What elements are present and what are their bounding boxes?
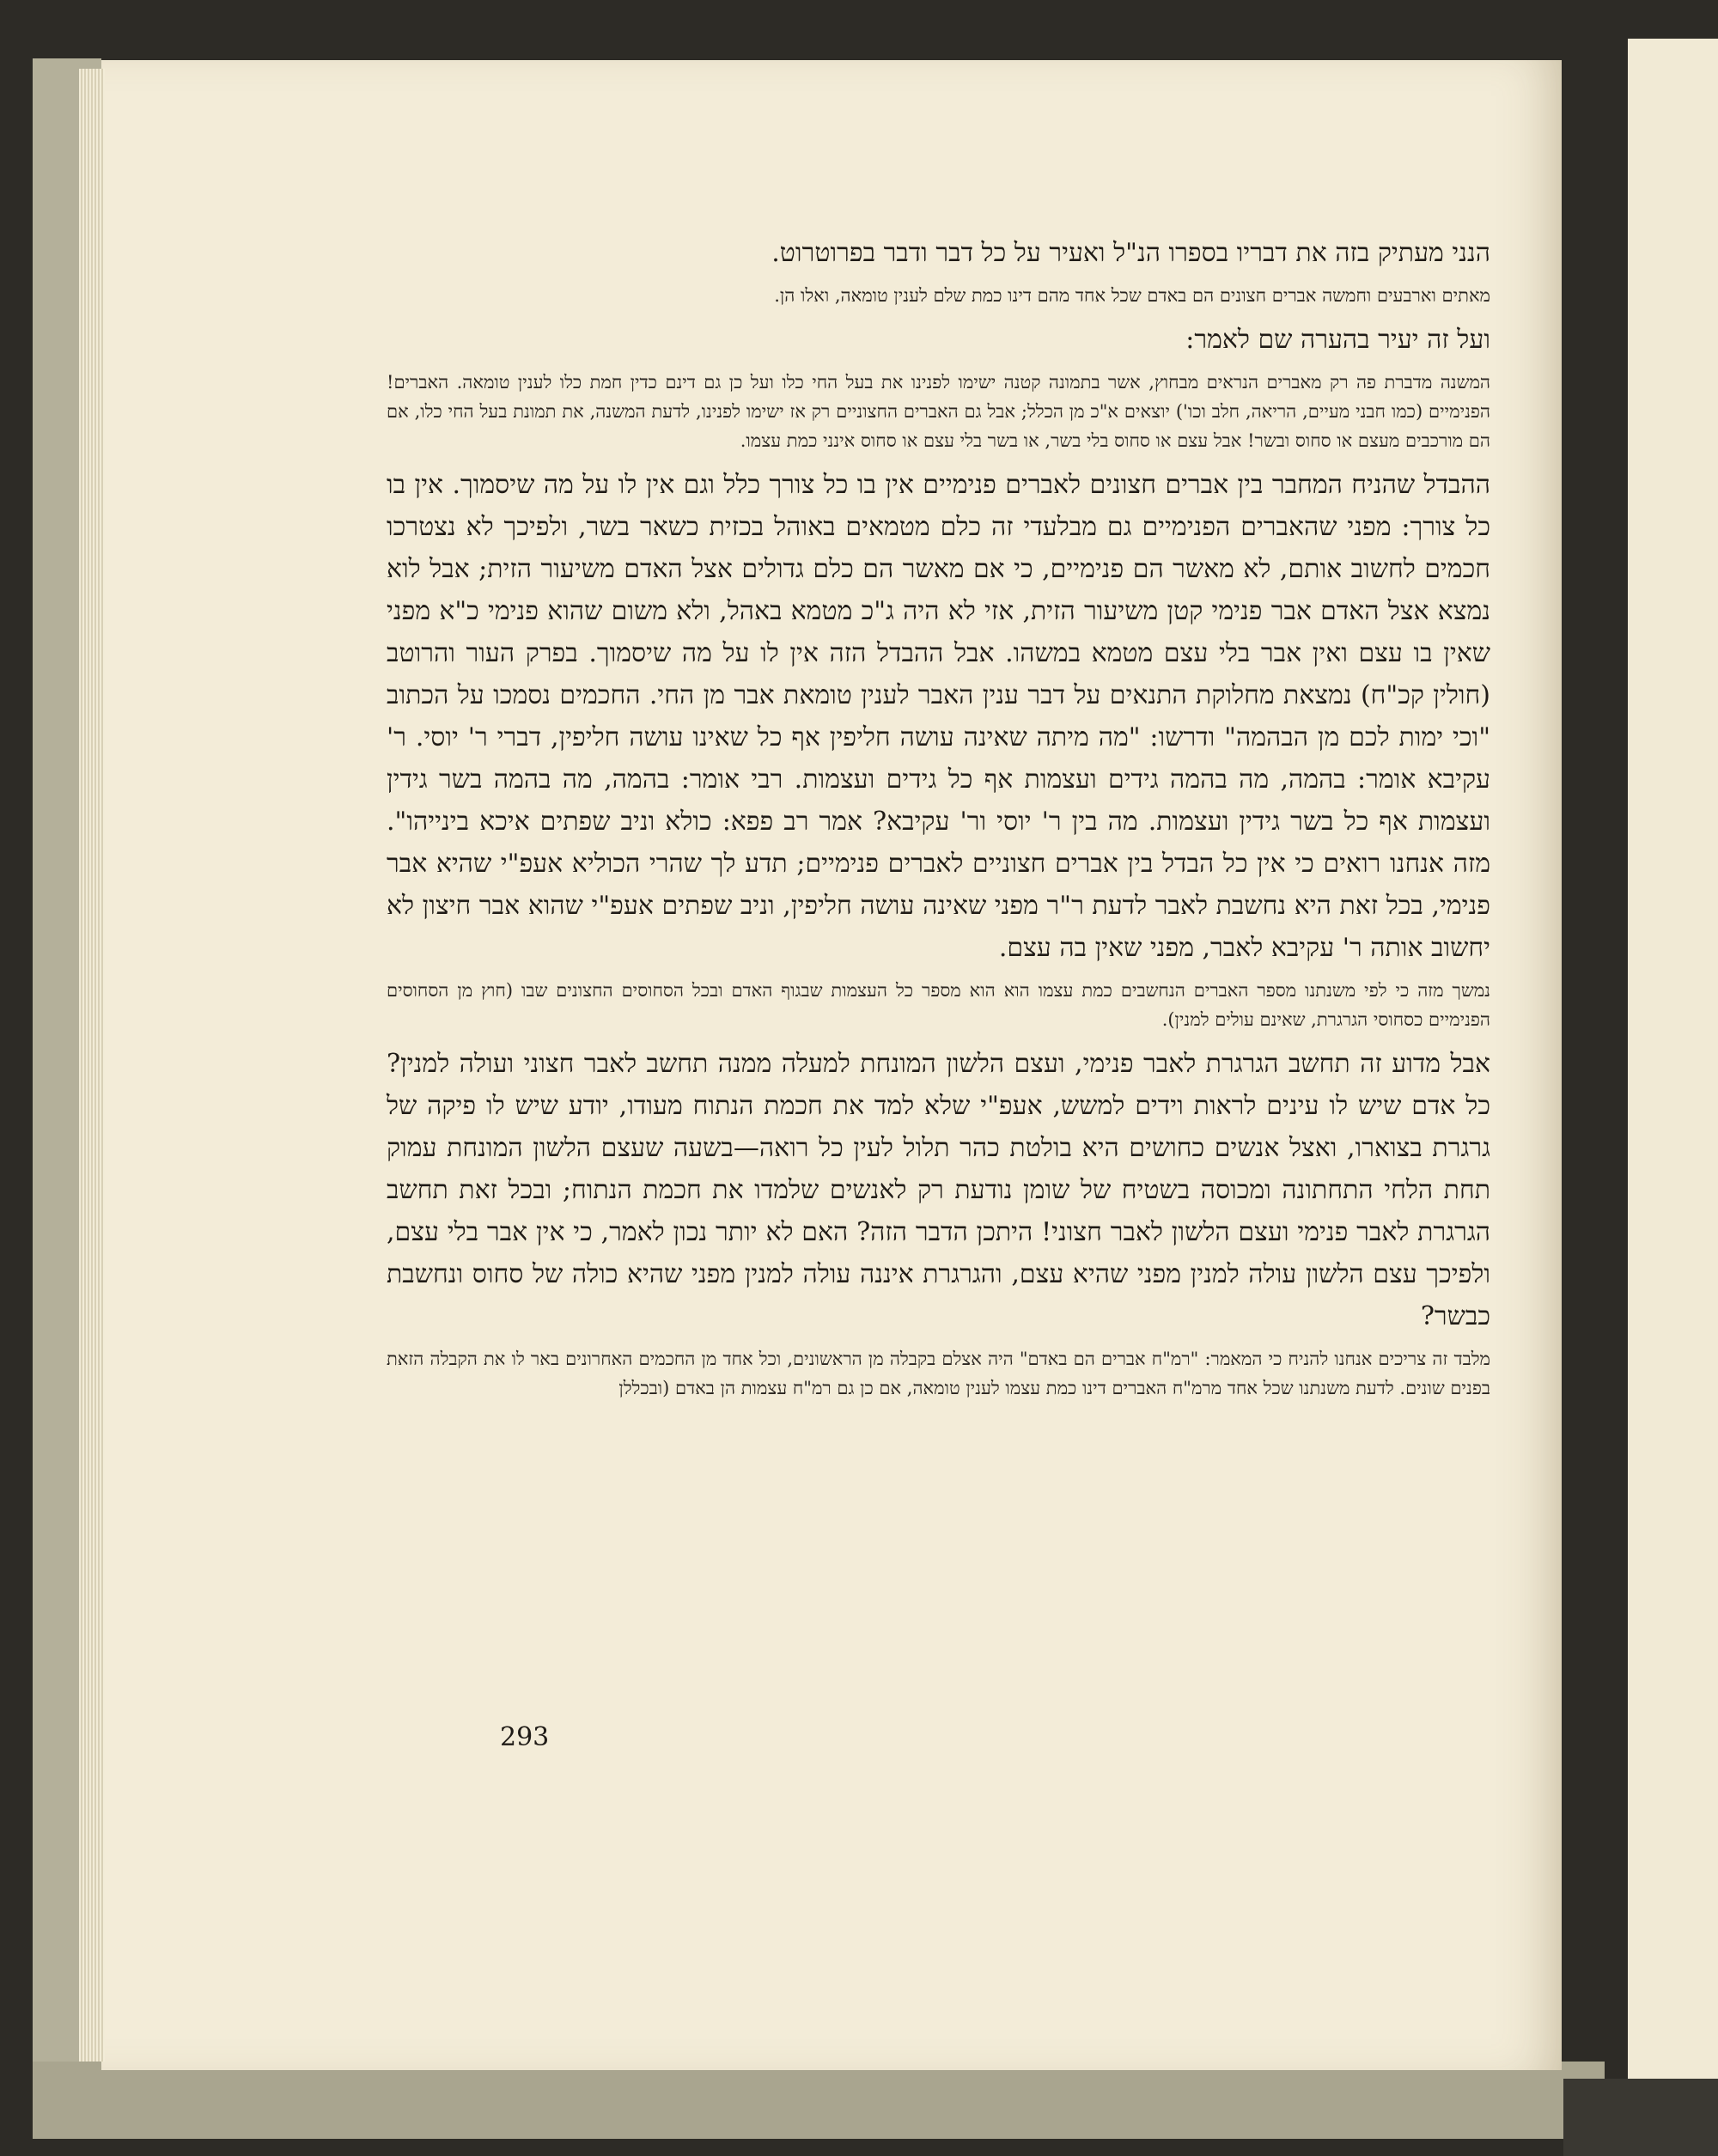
book-cover-bottom (33, 2062, 1605, 2139)
paragraph: ועל זה יעיר בהערה שם לאמר: (1185, 325, 1490, 355)
paragraph: אבל מדוע זה תחשב הגרגרת לאבר פנימי, ועצם הלשון המונחת למעלה ממנה תחשב לאבר חצוני ועולה למנין? כל אדם שיש לו עינים לראות וידים למשש, אעפ"י שלא למד את חכמת הנתוח מעודו, יודע שיש לו פיקה של גרגרת בצוארו, ואצל אנשים כחושים היא בולטת כהר תלול לעין כל רואה—בשעה שעצם הלשון המונחת עמוק תחת הלחי התחתונה ומכוסה בשטיח של שומן נודעת רק לאנשים שלמדו את חכמת הנתוח; ובכל זאת תחשב הגרגרת לאבר פנימי ועצם הלשון לאבר חצוני! היתכן הדבר הזה? האם לא יותר נכון לאמר, כי אין אבר בלי עצם, ולפיכך עצם הלשון עולה למנין מפני שהיא עצם, והגרגרת איננה עולה למנין מפני שהיא כולה של סחוס ונחשבת כבשר? (387, 1049, 1490, 1331)
quoted-passage: נמשך מזה כי לפי משנתנו מספר האברים הנחשבים כמת עצמו הוא הוא מספר כל העצמות שבגוף האדם ובכל הסחוסים החצונים שבו (חוץ מן הסחוסים הפנימיים כסחוסי הגרגרת, שאינם עולים למנין). (387, 980, 1490, 1030)
paragraph: ההבדל שהניח המחבר בין אברים חצונים לאברים פנימיים אין בו כל צורך כלל וגם אין לו על מה שיסמוך. אין בו כל צורך: מפני שהאברים הפנימיים גם מבלעדי זה כלם מטמאים באוהל בכזית כשאר בשר, ולפיכך לא נצטרכו חכמים לחשוב אותם, לא מאשר הם פנימיים, כי אם מאשר הם כלם גדולים אצל האדם משיעור הזית; אבל לוא נמצא אצל האדם אבר פנימי קטן משיעור הזית, אזי לא היה ג"כ מטמא באהל, ולא משום שהוא פנימי כ"א מפני שאין בו עצם ואין אבר בלי עצם מטמא במשהו. אבל ההבדל הזה אין לו על מה שיסמוך. בפרק העור והרוטב (חולין קכ"ח) נמצאת מחלוקת התנאים על דבר ענין האבר לענין טומאת אבר מן החי. החכמים נסמכו על הכתוב "וכי ימות לכם מן הבהמה" ודרשו: "מה מיתה שאינה עושה חליפין אף כל שאינו עושה חליפין, דברי ר' יוסי. ר' עקיבא אומר: בהמה, מה בהמה גידים ועצמות אף כל גידים ועצמות. רבי אומר: בהמה, מה בהמה בשר גידין ועצמות אף כל בשר גידין ועצמות. מה בין ר' יוסי ור' עקיבא? אמר רב פפא: כולא וניב שפתים איכא בינייהו". מזה אנחנו רואים כי אין כל הבדל בין אברים חצוניים לאברים פנימיים; תדע לך שהרי הכוליא אעפ"י שהיא אבר פנימי, בכל זאת היא נחשבת לאבר לדעת ר"ר מפני שאינה עושה חליפין, וניב שפתים אעפ"י שהוא אבר חיצון לא יחשוב אותה ר' עקיבא לאבר, מפני שאין בה עצם. (387, 470, 1490, 963)
page-edges (79, 69, 105, 2062)
quoted-passage: מלבד זה צריכים אנחנו להניח כי המאמר: "רמ"ח אברים הם באדם" היה אצלם בקבלה מן הראשונים, וכל אחד מן החכמים האחרונים באר לו את הקבלה הזאת בפנים שונים. לדעת משנתנו שכל אחד מרמ"ח האברים דינו כמת עצמו לענין טומאה, אם כן גם רמ"ח עצמות הן באדם (ובכללן (387, 1349, 1490, 1398)
background-corner (1563, 2079, 1718, 2156)
page-text (387, 232, 1490, 1411)
quoted-passage: המשנה מדברת פה רק מאברים הנראים מבחוץ, אשר בתמונה קטנה ישימו לפנינו את בעל החי כלו ועל כן גם דינם כדין חמת כלו לענין טומאה. האברים! הפנימיים (כמו חבני מעיים, הריאה, חלב וכו') יוצאים א"כ מן הכלל; אבל גם האברים החצוניים רק אז ישימו לפנינו, לדעת המשנה, את תמונת בעל החי כלו, אם הם מורכבים מעצם או סחוס ובשר! אבל עצם או סחוס בלי בשר, או בשר בלי עצם או סחוס אינני כמת עצמו. (387, 372, 1490, 451)
paragraph: הנני מעתיק בזה את דבריו בספרו הנ"ל ואעיר על כל דבר ודבר בפרוטרוט. (771, 238, 1490, 268)
facing-page-edge (1628, 39, 1718, 2117)
page-number: 293 (500, 1722, 550, 1752)
quoted-passage: מאתים וארבעים וחמשה אברים חצונים הם באדם שכל אחד מהם דינו כמת שלם לענין טומאה, ואלו הן. (774, 285, 1490, 306)
